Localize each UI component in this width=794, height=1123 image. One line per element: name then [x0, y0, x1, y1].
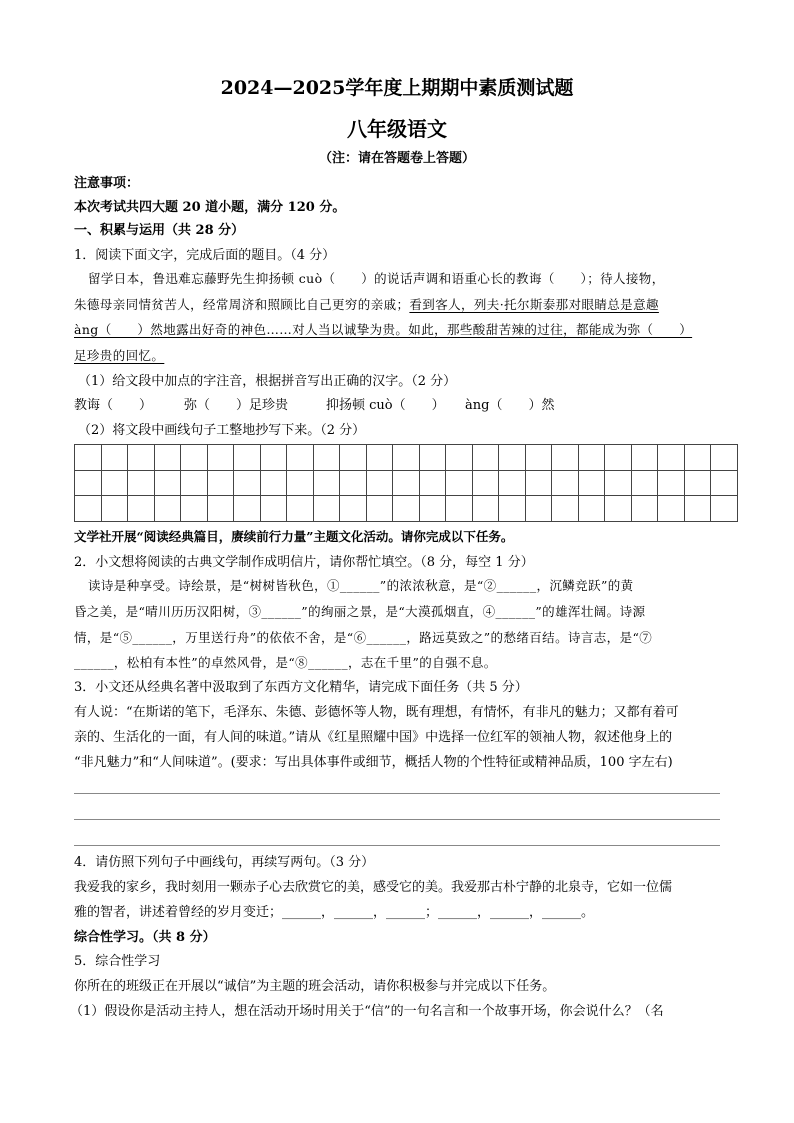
- copy-writing-grid: [74, 444, 738, 522]
- answer-note: （注：请在答题卷上答题）: [318, 151, 475, 166]
- q5-sub1: （1）假设你是活动主持人，想在活动开场时用关于“信”的一句名言和一个故事开场，你会说什么？（名: [70, 1004, 664, 1019]
- exam-subject: 八年级语文: [347, 117, 447, 141]
- answer-line: [74, 819, 720, 820]
- q1-blank-3: 抑扬顿 cuò（ ）: [326, 398, 445, 413]
- q1-sub1: （1）给文段中加点的字注音，根据拼音写出正确的汉字。（2 分）: [78, 374, 457, 389]
- q1-blank-2: 弥（ ）足珍贵: [184, 398, 289, 413]
- grid-row: [75, 496, 738, 522]
- q2-passage-line-4: ______，松柏有本性”的卓然风骨，是“⑧______，志在千里”的自强不息。: [74, 655, 497, 670]
- grid-row: [75, 445, 738, 471]
- q1-passage-line-3: àng（ ）然地露出好奇的神色……对人当以诚挚为贵。如此，那些酸甜苦辣的过往，都能成为弥（ ）: [74, 322, 693, 337]
- q4-body-line-2: 雅的智者，讲述着曾经的岁月变迁；______，______，______；______，______，______。: [74, 905, 595, 920]
- comprehensive-section-title: 综合性学习。（共 8 分）: [74, 930, 216, 945]
- answer-line: [74, 793, 720, 794]
- q1-passage-segment: 朱德母亲同情贫苦人，经常周济和照顾比自己更穷的亲戚；: [74, 297, 410, 312]
- q1-stem: 1．阅读下面文字，完成后面的题目。（4 分）: [74, 248, 336, 263]
- q1-blank-1: 教诲（ ）: [74, 398, 153, 413]
- q2-passage-line-2: 昏之美，是“晴川历历汉阳树，③______”的绚丽之景，是“大漠孤烟直，④______”的雄浑壮阔。诗源: [74, 604, 646, 619]
- q2-stem: 2．小文想将阅读的古典文学制作成明信片，请你帮忙填空。（8 分，每空 1 分）: [74, 555, 534, 570]
- q3-body-line-1: 有人说：“在斯诺的笔下，毛泽东、朱德、彭德怀等人物，既有理想，有情怀，有非凡的魅力；又都有着可: [74, 705, 679, 720]
- answer-line: [74, 845, 720, 846]
- q2-passage-line-1: 读诗是种享受。诗绘景，是“树树皆秋色，①______”的浓浓秋意，是“②______，沉鳞竞跃”的黄: [88, 578, 634, 593]
- q1-underlined-sentence: 看到客人，列夫·托尔斯泰那对眼睛总是意趣: [409, 297, 659, 312]
- notice-heading: 注意事项：: [74, 176, 140, 191]
- grid-row: [75, 470, 738, 496]
- q3-body-line-3: “非凡魅力”和“人间味道”。(要求：写出具体事件或细节，概括人物的个性特征或精神品质，100 字左右): [74, 755, 673, 770]
- q5-intro: 你所在的班级正在开展以“诚信”为主题的班会活动，请你积极参与并完成以下任务。: [74, 979, 556, 994]
- q4-body-line-1: 我爱我的家乡，我时刻用一颗赤子心去欣赏它的美，感受它的美。我爱那古朴宁静的北泉寺，它如一位儒: [74, 880, 673, 895]
- q3-stem: 3．小文还从经典名著中汲取到了东西方文化精华，请完成下面任务（共 5 分）: [74, 680, 528, 695]
- q1-sub2: （2）将文段中画线句子工整地抄写下来。（2 分）: [78, 423, 366, 438]
- activity-intro: 文学社开展“阅读经典篇目，赓续前行力量”主题文化活动。请你完成以下任务。: [74, 529, 514, 544]
- q1-blank-4: àng（ ）然: [465, 398, 555, 413]
- q5-stem: 5．综合性学习: [74, 954, 161, 969]
- notice-body: 本次考试共四大题 20 道小题，满分 120 分。: [74, 200, 346, 215]
- q2-passage-line-3: 情，是“⑤______，万里送行舟”的依依不舍，是“⑥______，路远莫致之”的愁绪百结。诗言志，是“⑦: [74, 630, 653, 645]
- q1-passage-line-2: [74, 296, 659, 314]
- q1-passage-line-4: 足珍贵的回忆。: [74, 348, 165, 363]
- exam-title: 2024—2025学年度上期期中素质测试题: [220, 77, 574, 99]
- q4-stem: 4．请仿照下列句子中画线句，再续写两句。（3 分）: [74, 855, 375, 870]
- q1-passage-line-1: 留学日本，鲁迅难忘藤野先生抑扬顿 cuò（ ）的说话声调和语重心长的教诲（ ）；待人接物，: [88, 271, 665, 286]
- q3-body-line-2: 亲的、生活化的一面，有人间的味道。”请从《红星照耀中国》中选择一位红军的领袖人物，叙述他身上的: [74, 730, 673, 745]
- section-1-title: 一、积累与运用（共 28 分）: [74, 223, 245, 238]
